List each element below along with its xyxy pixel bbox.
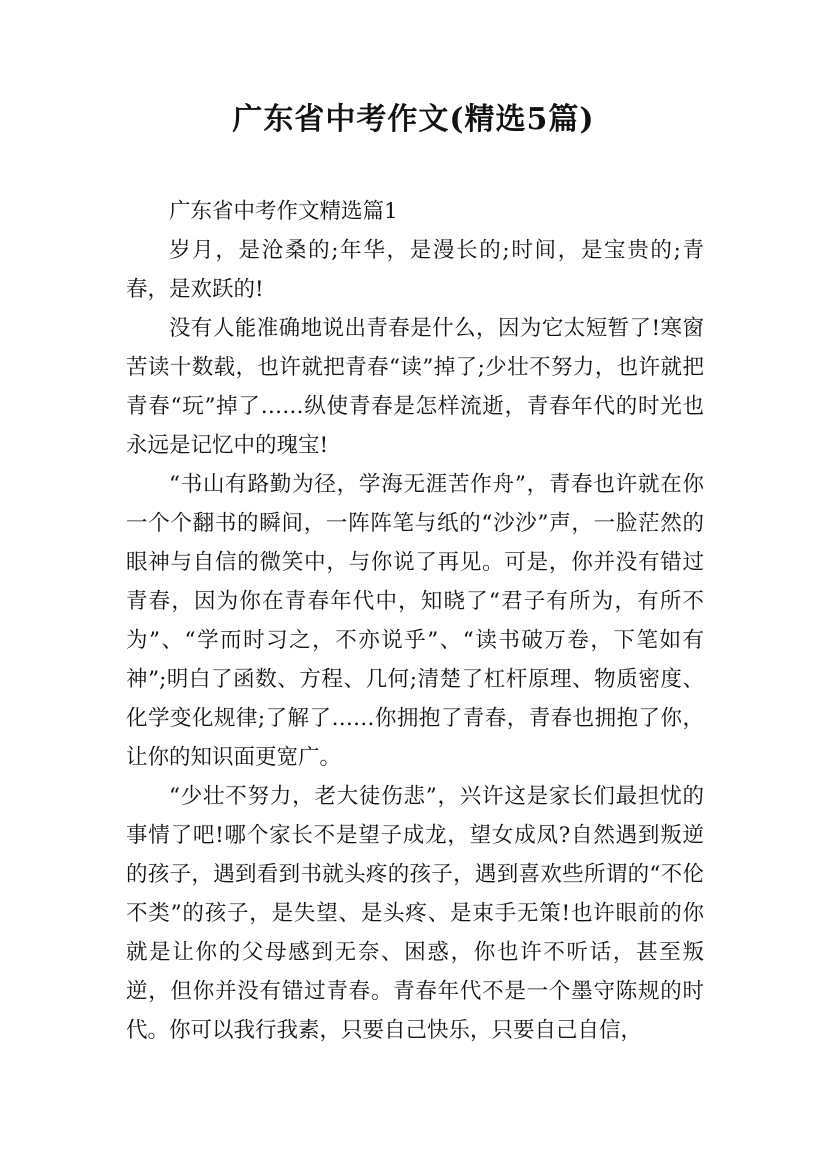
paragraph: “少壮不努力，老大徒伤悲”，兴许这是家长们最担忧的事情了吧!哪个家长不是望子成龙，望女成凤?自然遇到叛逆的孩子，遇到看到书就头疼的孩子，遇到喜欢些所谓的“不伦不类”的孩子，是失望、是头疼、是束手无策!也许眼前的你就是让你的父母感到无奈、困惑，你也许不听话，甚至叛逆，但你并没有错过青春。青春年代不是一个墨守陈规的时代。你可以我行我素，只要自己快乐，只要自己自信， [126, 784, 704, 1043]
section-heading: 广东省中考作文精选篇1 [169, 199, 398, 224]
paragraph: 没有人能准确地说出青春是什么，因为它太短暂了!寒窗苦读十数载，也许就把青春“读”掉了;少壮不努力，也许就把青春“玩”掉了……纵使青春是怎样流逝，青春年代的时光也永远是记忆中的瑰宝! [126, 316, 704, 458]
paragraph: 岁月，是沧桑的;年华，是漫长的;时间，是宝贵的;青春，是欢跃的! [126, 238, 704, 302]
document-title: 广东省中考作文(精选5篇) [232, 102, 595, 137]
document-body [126, 192, 704, 1050]
paragraph: “书山有路勤为径，学海无涯苦作舟”，青春也许就在你一个个翻书的瞬间，一阵阵笔与纸的“沙沙”声，一脸茫然的眼神与自信的微笑中，与你说了再见。可是，你并没有错过青春，因为你在青春年代中，知晓了“君子有所为，有所不为”、“学而时习之，不亦说乎”、“读书破万卷，下笔如有神”;明白了函数、方程、几何;清楚了杠杆原理、物质密度、化学变化规律;了解了……你拥抱了青春，青春也拥抱了你，让你的知识面更宽广。 [126, 472, 704, 770]
